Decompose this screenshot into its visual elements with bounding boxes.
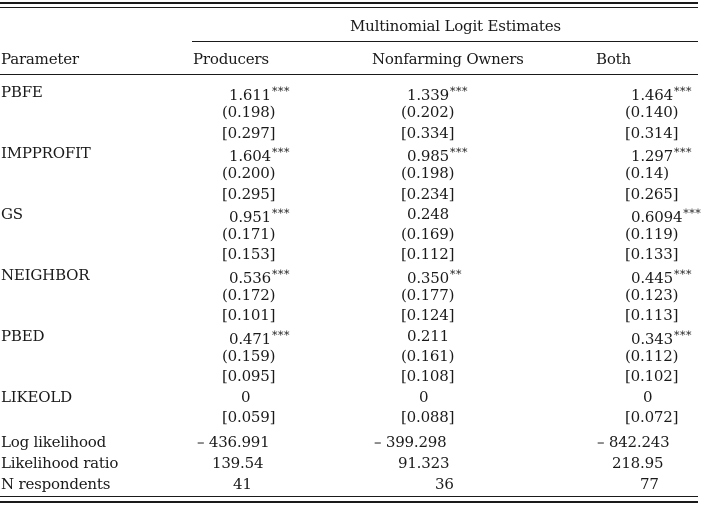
estimate-value: 0.985: [407, 146, 449, 165]
significance-stars: ***: [673, 328, 692, 342]
table-top-rule-2: [0, 7, 698, 8]
estimate-value: 1.464: [631, 86, 673, 104]
stat-value: – 842.243: [597, 433, 670, 451]
estimate-cell: [229, 327, 290, 348]
bracket-cell: [0.265]: [625, 184, 679, 203]
estimate-cell: [407, 83, 468, 104]
estimate-cell: [631, 266, 692, 287]
std-error-cell: (0.198): [401, 164, 455, 183]
std-error-cell: (0.161): [401, 346, 455, 365]
estimate-cell: [407, 205, 449, 223]
stat-label: Log likelihood: [1, 433, 107, 451]
header-rule: [0, 74, 698, 75]
std-error-cell: (0.177): [401, 286, 455, 304]
estimate-cell: [631, 83, 692, 104]
header-parameter: Parameter: [1, 50, 79, 68]
bracket-cell: [0.108]: [401, 367, 455, 386]
std-error-cell: (0.202): [401, 103, 455, 122]
super-header: Multinomial Logit Estimates: [350, 17, 561, 35]
bracket-cell: [0.072]: [625, 407, 679, 426]
table-bottom-rule-1: [0, 496, 698, 497]
header-nonfarming-owners: Nonfarming Owners: [372, 50, 524, 68]
std-error-cell: (0.200): [222, 164, 276, 183]
stat-value: 41: [233, 475, 252, 493]
significance-stars: **: [449, 267, 462, 281]
super-header-rule: [192, 41, 698, 42]
stat-value: 91.323: [398, 454, 450, 472]
estimate-cell: [631, 144, 692, 165]
bracket-cell: [0.112]: [401, 245, 455, 264]
param-label: IMPPROFIT: [1, 143, 91, 162]
estimate-value: 0.248: [407, 204, 449, 223]
estimate-cell: [229, 205, 290, 226]
param-label: GS: [1, 204, 23, 223]
stat-value: – 436.991: [197, 433, 270, 451]
significance-stars: ***: [673, 145, 692, 159]
significance-stars: ***: [271, 85, 290, 98]
bracket-cell: [0.102]: [625, 367, 679, 386]
bracket-cell: [0.295]: [222, 184, 276, 203]
estimate-value: 0.350: [407, 268, 449, 287]
std-error-cell: (0.198): [222, 103, 276, 122]
bracket-cell: [0.124]: [401, 306, 455, 325]
bracket-cell: [0.101]: [222, 306, 276, 325]
estimate-cell: [229, 83, 290, 104]
stat-label: N respondents: [1, 475, 111, 493]
bracket-cell: [0.234]: [401, 184, 455, 203]
std-error-cell: (0.112): [625, 346, 679, 365]
bracket-cell: [0.113]: [625, 306, 679, 325]
significance-stars: ***: [673, 267, 692, 281]
estimate-value: 0: [241, 387, 251, 406]
estimate-cell: [631, 327, 692, 348]
bracket-cell: [0.059]: [222, 407, 276, 426]
std-error-cell: (0.119): [625, 225, 679, 244]
significance-stars: ***: [449, 85, 468, 98]
significance-stars: ***: [683, 206, 702, 220]
table-bottom-rule-2: [0, 501, 698, 503]
bracket-cell: [0.088]: [401, 407, 455, 426]
std-error-cell: (0.159): [222, 346, 276, 365]
estimate-value: 1.611: [229, 86, 271, 104]
estimate-value: 0: [643, 387, 653, 406]
estimate-value: 0: [419, 387, 429, 406]
estimate-value: 1.339: [407, 86, 449, 104]
estimate-value: 1.604: [229, 146, 271, 165]
significance-stars: ***: [673, 85, 692, 98]
estimate-value: 0.536: [229, 268, 271, 287]
estimate-value: 0.471: [229, 329, 271, 348]
bracket-cell: [0.334]: [401, 123, 455, 142]
std-error-cell: (0.14): [625, 164, 669, 183]
stat-value: – 399.298: [374, 433, 447, 451]
estimate-cell: [407, 266, 462, 287]
stat-value: 218.95: [612, 454, 664, 472]
std-error-cell: (0.171): [222, 225, 276, 244]
estimate-cell: [407, 327, 449, 345]
param-label: PBFE: [1, 83, 43, 101]
estimate-value: 1.297: [631, 146, 673, 165]
stat-value: 36: [435, 475, 454, 493]
estimate-value: 0.445: [631, 268, 673, 287]
significance-stars: ***: [271, 328, 290, 342]
significance-stars: ***: [449, 145, 468, 159]
header-producers: Producers: [193, 50, 269, 68]
estimate-cell: [229, 144, 290, 165]
bracket-cell: [0.314]: [625, 123, 679, 142]
estimate-value: 0.951: [229, 207, 271, 226]
significance-stars: ***: [271, 145, 290, 159]
param-label: LIKEOLD: [1, 387, 72, 406]
std-error-cell: (0.172): [222, 286, 276, 304]
stat-label: Likelihood ratio: [1, 454, 119, 472]
param-label: NEIGHBOR: [1, 265, 90, 284]
estimate-cell: [631, 205, 701, 226]
std-error-cell: (0.140): [625, 103, 679, 122]
estimate-value: 0.343: [631, 329, 673, 348]
estimate-cell: [229, 266, 290, 287]
estimate-cell: [241, 388, 250, 406]
param-label: PBED: [1, 326, 45, 345]
significance-stars: ***: [271, 206, 290, 220]
std-error-cell: (0.123): [625, 286, 679, 304]
estimate-cell: [419, 388, 428, 406]
bracket-cell: [0.297]: [222, 123, 276, 142]
estimate-value: 0.6094: [631, 207, 683, 226]
estimate-value: 0.211: [407, 326, 449, 345]
bracket-cell: [0.095]: [222, 367, 276, 386]
stat-value: 139.54: [212, 454, 264, 472]
bracket-cell: [0.133]: [625, 245, 679, 264]
bracket-cell: [0.153]: [222, 245, 276, 264]
std-error-cell: (0.169): [401, 225, 455, 244]
estimate-cell: [643, 388, 652, 406]
estimate-cell: [407, 144, 468, 165]
table-top-rule-1: [0, 2, 698, 4]
significance-stars: ***: [271, 267, 290, 281]
stat-value: 77: [640, 475, 659, 493]
header-both: Both: [596, 50, 631, 68]
